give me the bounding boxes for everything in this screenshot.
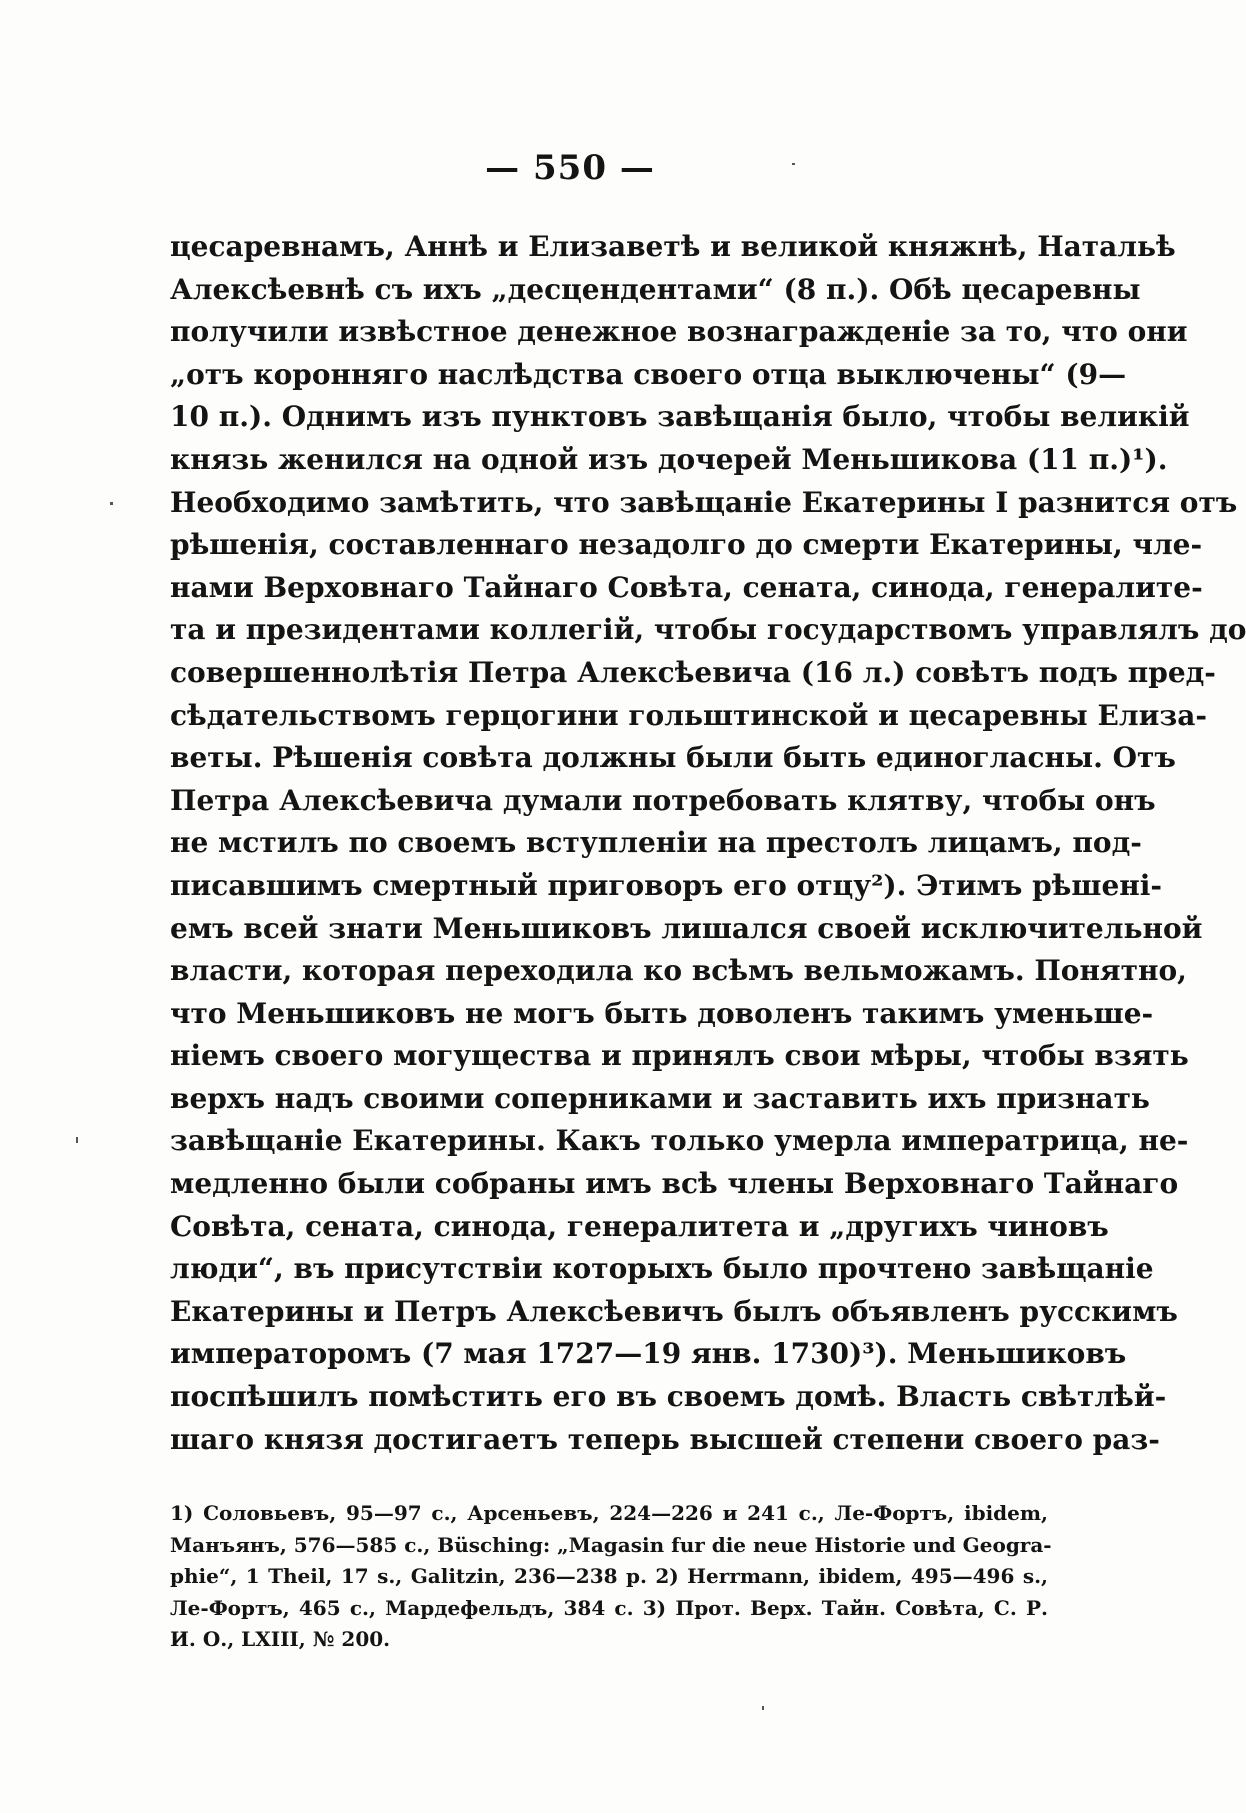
text-line: совершеннолѣтія Петра Алексѣевича (16 л.) совѣтъ подъ пред- <box>170 655 1216 689</box>
footnote-line: Манъянъ, 576—585 с., Büsching: „Magasin fur die neue Historie und Geogra- <box>170 1532 1052 1557</box>
text-line: поспѣшилъ помѣстить его въ своемъ домѣ. Власть свѣтлѣй- <box>170 1380 1167 1414</box>
text-line: емъ всей знати Меньшиковъ лишался своей исключительной <box>170 911 1203 945</box>
footnotes <box>170 1498 1052 1656</box>
text-line: медленно были собраны имъ всѣ члены Верховнаго Тайнаго <box>170 1167 1179 1201</box>
text-line: что Меньшиковъ не могъ быть доволенъ такимъ уменьше- <box>170 996 1154 1030</box>
footnote-line: 1) Соловьевъ, 95—97 с., Арсеньевъ, 224—226 и 241 с., Ле-Фортъ, ibidem, <box>170 1501 1048 1525</box>
text-line: шаго князя достигаетъ теперь высшей степени своего раз- <box>170 1422 1160 1456</box>
text-line: рѣшенія, составленнаго незадолго до смерти Екатерины, чле- <box>170 528 1203 562</box>
text-line: Алексѣевнѣ съ ихъ „десцендентами“ (8 п.). Обѣ цесаревны <box>170 272 1141 306</box>
text-line: сѣдательствомъ герцогини гольштинской и цесаревны Елиза- <box>170 698 1207 732</box>
text-line: императоромъ (7 мая 1727—19 янв. 1730)³). Меньшиковъ <box>170 1337 1127 1371</box>
scan-speck <box>792 163 795 165</box>
text-line: нами Верховнаго Тайнаго Совѣта, сената, синода, генералите- <box>170 570 1203 604</box>
text-line: Екатерины и Петръ Алексѣевичъ былъ объявленъ русскимъ <box>170 1294 1178 1328</box>
text-line: князь женился на одной изъ дочерей Меньшикова (11 п.)¹). <box>170 442 1168 476</box>
scan-speck <box>76 1137 78 1143</box>
text-line: ніемъ своего могущества и принялъ свои мѣры, чтобы взять <box>170 1039 1189 1073</box>
footnote-line: phie“, 1 Theil, 17 s., Galitzin, 236—238 p. 2) Herrmann, ibidem, 495—496 s., <box>170 1564 1048 1588</box>
text-line: завѣщаніе Екатерины. Какъ только умерла императрица, не- <box>170 1124 1189 1158</box>
text-line: не мстилъ по своемъ вступленіи на престолъ лицамъ, под- <box>170 826 1142 860</box>
footnote-line: Ле-Фортъ, 465 с., Мардефельдъ, 384 с. 3) Прот. Верх. Тайн. Совѣта, С. Р. <box>170 1595 1048 1620</box>
text-line: Петра Алексѣевича думали потребовать клятву, чтобы онъ <box>170 783 1156 817</box>
text-line: „отъ коронняго наслѣдства своего отца выключены“ (9— <box>170 357 1127 391</box>
text-line: Необходимо замѣтить, что завѣщаніе Екатерины I разнится отъ <box>170 485 1238 519</box>
text-line: люди“, въ присутствіи которыхъ было прочтено завѣщаніе <box>170 1252 1154 1286</box>
text-line: веты. Рѣшенія совѣта должны были быть единогласны. Отъ <box>170 741 1176 775</box>
main-text <box>170 226 1246 1461</box>
text-line: получили извѣстное денежное вознагражденіе за то, что они <box>170 315 1188 349</box>
text-line: 10 п.). Однимъ изъ пунктовъ завѣщанія было, чтобы великій <box>170 400 1190 434</box>
text-line: цесаревнамъ, Аннѣ и Елизаветѣ и великой княжнѣ, Натальѣ <box>170 230 1176 263</box>
text-line: власти, которая переходила ко всѣмъ вельможамъ. Понятно, <box>170 954 1187 988</box>
scan-speck <box>762 1706 764 1710</box>
page-number: — 550 — <box>485 148 655 188</box>
text-line: Совѣта, сената, синода, генералитета и „другихъ чиновъ <box>170 1209 1109 1243</box>
footnote-line: И. О., LXIII, № 200. <box>170 1627 391 1651</box>
scan-speck <box>110 502 113 505</box>
text-line: писавшимъ смертный приговоръ его отцу²). Этимъ рѣшені- <box>170 868 1163 902</box>
text-line: та и президентами коллегій, чтобы государствомъ управлялъ до <box>170 613 1246 647</box>
text-line: верхъ надъ своими соперниками и заставить ихъ признать <box>170 1081 1150 1115</box>
